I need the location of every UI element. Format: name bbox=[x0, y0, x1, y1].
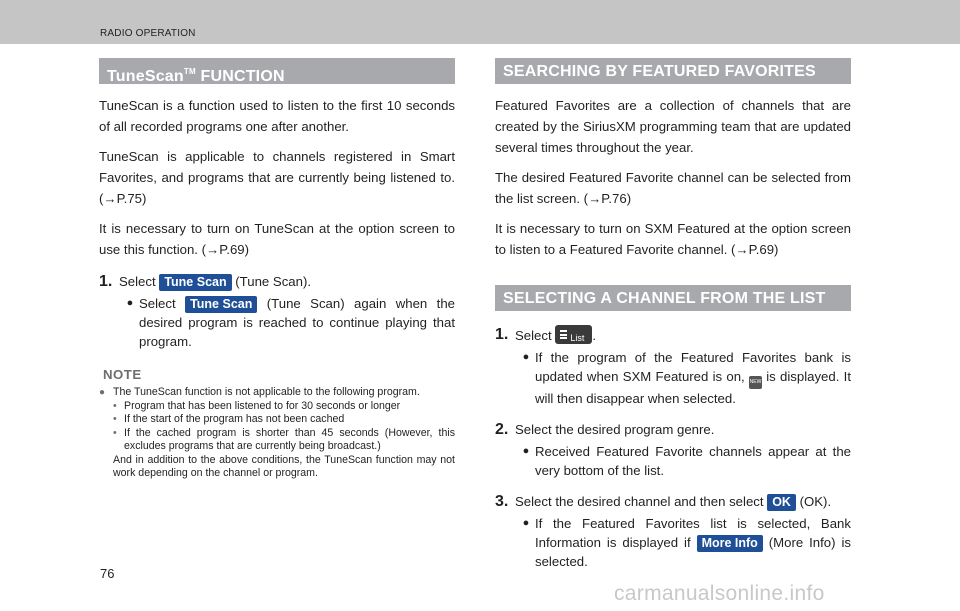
section-label: RADIO OPERATION bbox=[100, 28, 196, 39]
bullet-icon: ● bbox=[522, 517, 530, 529]
note-item: • Program that has been listened to for 30 seconds or longer bbox=[113, 399, 401, 412]
list-step-3-sub: ● If the Featured Favorites list is selected, Bank Information is displayed if More Info (More Info) is selected. bbox=[495, 514, 851, 571]
tunescan-paragraph-2: TuneScan is applicable to channels registered in Smart Favorites, and programs that are currently being listened to. (→P.75) bbox=[99, 149, 455, 206]
trademark-mark: TM bbox=[183, 67, 196, 76]
featured-paragraph-2: The desired Featured Favorite channel can be selected from the list screen. (→P.76) bbox=[495, 170, 851, 206]
list-button: List bbox=[555, 325, 592, 344]
bullet-icon: ● bbox=[522, 445, 530, 457]
tunescan-step-1-sub: ● Select Tune Scan (Tune Scan) again when the desired program is reached to continue playing that program. bbox=[99, 294, 455, 351]
left-column bbox=[99, 58, 455, 481]
list-step-3: 3. Select the desired channel and then select OK (OK). bbox=[495, 493, 832, 510]
tunescan-heading: TuneScan™ FUNCTION bbox=[99, 58, 455, 84]
tunescan-paragraph-3: It is necessary to turn on TuneScan at the option screen to use this function. (→P.69) bbox=[99, 221, 455, 257]
list-step-1-sub: ● If the program of the Featured Favorites bank is updated when SXM Featured is on, NEW is displayed. It will then disappear when selected. bbox=[495, 348, 851, 408]
step-number: 2. bbox=[495, 421, 509, 438]
bullet-icon: ● bbox=[126, 297, 134, 309]
right-column bbox=[495, 58, 851, 571]
more-info-button: More Info bbox=[697, 535, 763, 552]
tune-scan-button-again: Tune Scan bbox=[185, 296, 257, 313]
tune-scan-button: Tune Scan bbox=[159, 274, 231, 291]
note-main: ● The TuneScan function is not applicable to the following program. bbox=[99, 386, 420, 398]
note-item: • If the cached program is shorter than 45 seconds (However, this excludes programs that are currently being broadcast.) bbox=[113, 426, 455, 452]
list-icon bbox=[560, 330, 567, 339]
step-number: 1. bbox=[495, 326, 509, 343]
featured-paragraph-1: Featured Favorites are a collection of channels that are created by the SiriusXM programming team that are updated several times throughout the year. bbox=[495, 98, 851, 155]
featured-favorites-heading: SEARCHING BY FEATURED FAVORITES bbox=[495, 58, 851, 84]
page-number: 76 bbox=[100, 566, 115, 581]
list-step-2: 2. Select the desired program genre. bbox=[495, 421, 715, 438]
note-bullet-icon: ● bbox=[99, 387, 106, 398]
note-item: • If the start of the program has not been cached bbox=[113, 413, 345, 425]
list-step-2-sub: ● Received Featured Favorite channels appear at the very bottom of the list. bbox=[495, 442, 851, 480]
step-number: 1. bbox=[99, 273, 113, 290]
list-step-1: 1. Select List . bbox=[495, 325, 851, 346]
bullet-icon: ● bbox=[522, 351, 530, 363]
note-block bbox=[99, 386, 455, 481]
ok-button: OK bbox=[767, 494, 796, 511]
new-badge-icon: NEW bbox=[749, 376, 762, 389]
select-channel-heading: SELECTING A CHANNEL FROM THE LIST bbox=[495, 285, 851, 311]
tunescan-paragraph-1: TuneScan is a function used to listen to the first 10 seconds of all recorded programs one after another. bbox=[99, 98, 455, 134]
step-number: 3. bbox=[495, 493, 509, 510]
top-bar bbox=[0, 0, 960, 44]
watermark: carmanualsonline.info bbox=[614, 582, 825, 605]
note-title: NOTE bbox=[103, 367, 142, 382]
tunescan-step-1: 1. Select Tune Scan (Tune Scan). bbox=[99, 273, 312, 290]
note-footer: And in addition to the above conditions, the TuneScan function may not work depending on the channel or program. bbox=[113, 453, 455, 479]
featured-paragraph-3: It is necessary to turn on SXM Featured at the option screen to listen to a Featured Favorite channel. (→P.69) bbox=[495, 221, 851, 257]
